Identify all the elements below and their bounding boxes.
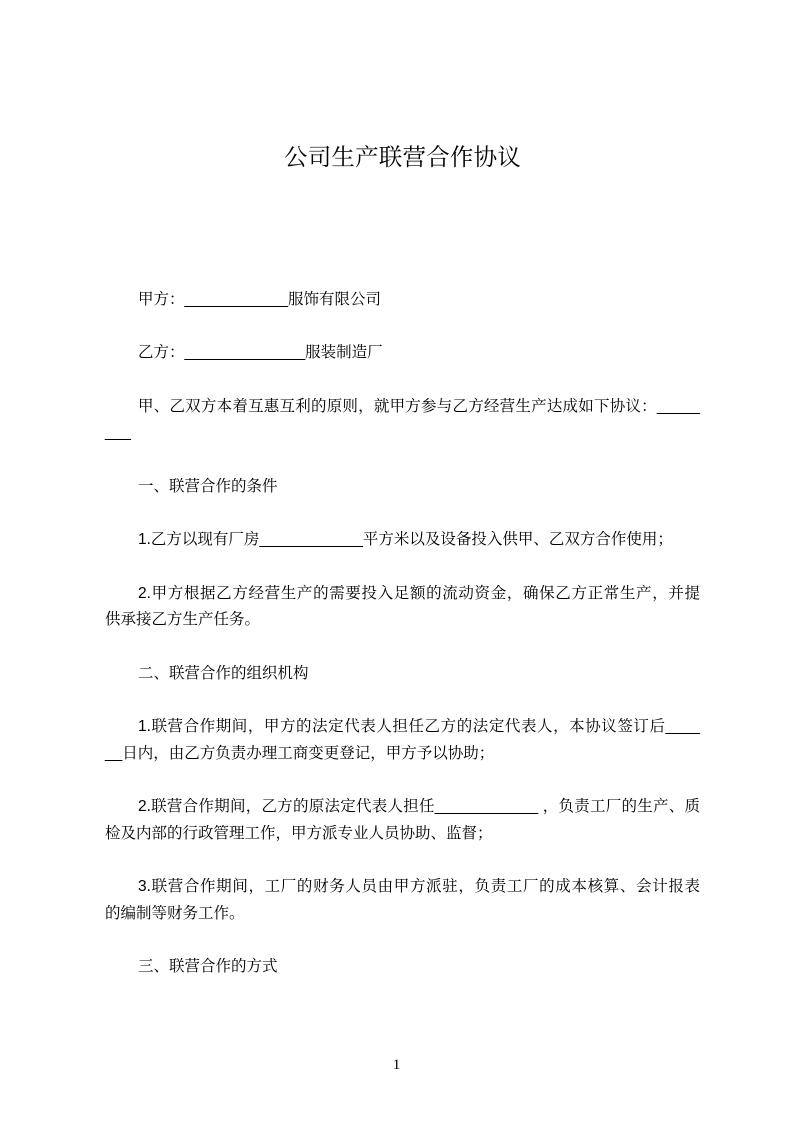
section-2-clause-1-line-2: __日内，由乙方负责办理工商变更登记，甲方予以协助；	[105, 744, 495, 762]
section-2-clause-1-line-1: 1.联营合作期间，甲方的法定代表人担任乙方的法定代表人，本协议签订后____	[138, 718, 700, 736]
intro-paragraph	[105, 394, 700, 447]
section-1-heading: 一、联营合作的条件	[138, 477, 278, 495]
section-2-heading-paragraph	[105, 661, 700, 688]
party-a-line: 甲方：____________服饰有限公司	[138, 291, 381, 308]
section-1-clause-2	[105, 581, 700, 634]
party-b-paragraph	[105, 340, 700, 367]
section-1-clause-2-line-1: 2.甲方根据乙方经营生产的需要投入足额的流动资金，确保乙方正常生产，并提	[138, 584, 700, 602]
party-b-line: 乙方：______________服装制造厂	[138, 344, 383, 362]
section-2-heading: 二、联营合作的组织机构	[138, 664, 309, 682]
intro-line-2: ___	[105, 424, 131, 442]
section-2-clause-3	[105, 874, 700, 927]
section-2-clause-1	[105, 714, 700, 767]
section-2-clause-3-line-1: 3.联营合作期间，工厂的财务人员由甲方派驻，负责工厂的成本核算、会计报表	[138, 878, 700, 896]
section-2-clause-2	[105, 794, 700, 847]
section-1-clause-1	[105, 527, 700, 554]
section-2-clause-3-line-2: 的编制等财务工作。	[105, 905, 245, 923]
document-body	[105, 287, 700, 1008]
document-title: 公司生产联营合作协议	[284, 144, 521, 170]
intro-line-1: 甲、乙双方本着互惠互利的原则，就甲方参与乙方经营生产达成如下协议：_____	[138, 397, 700, 415]
section-3-heading: 三、联营合作的方式	[138, 958, 278, 976]
section-3-heading-paragraph	[105, 954, 700, 981]
section-1-clause-1-line-1: 1.乙方以现有厂房____________平方米以及设备投入供甲、乙双方合作使用；	[138, 531, 673, 549]
section-2-clause-2-line-1: 2.联营合作期间，乙方的原法定代表人担任____________ ，负责工厂的生产、质	[138, 798, 700, 816]
section-1-clause-2-line-2: 供承接乙方生产任务。	[105, 611, 261, 629]
page-number: 1	[392, 1057, 401, 1073]
section-2-clause-2-line-2: 检及内部的行政管理工作，甲方派专业人员协助、监督；	[105, 824, 493, 842]
party-a-paragraph	[105, 287, 700, 314]
section-1-heading-paragraph	[105, 474, 700, 501]
